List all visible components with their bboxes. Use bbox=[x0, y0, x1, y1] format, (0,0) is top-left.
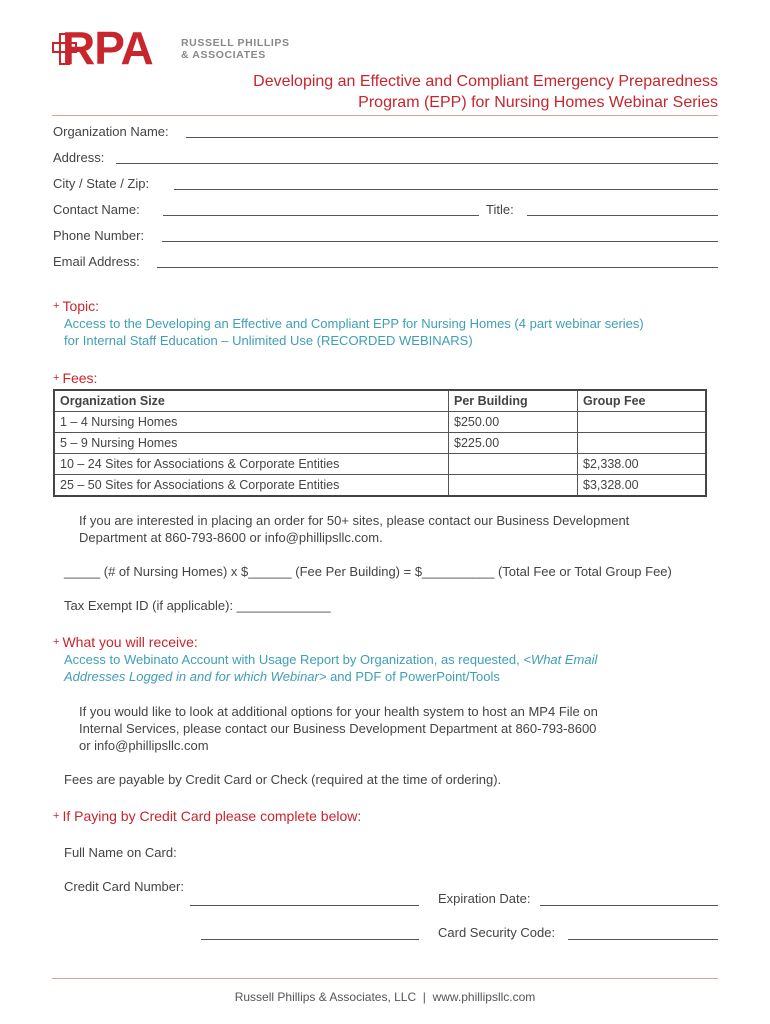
fee-calculation-field[interactable]: _____ (# of Nursing Homes) x $______ (Fee Per Building) = $__________ (Total Fee or Total Group Fee) bbox=[64, 564, 672, 579]
table-cell: $2,338.00 bbox=[578, 454, 707, 475]
fees-table-header bbox=[54, 390, 706, 412]
table-row bbox=[54, 433, 706, 454]
table-cell: $250.00 bbox=[449, 412, 578, 433]
receive-heading: + What you will receive: bbox=[53, 634, 198, 650]
contact-name-label: Contact Name: bbox=[53, 202, 140, 217]
security-code-field[interactable] bbox=[568, 939, 718, 940]
large-order-line2: Department at 860-793-8600 or info@phillipsllc.com. bbox=[79, 530, 383, 545]
payment-note: Fees are payable by Credit Card or Check (required at the time of ordering). bbox=[64, 772, 502, 787]
tax-exempt-id-field[interactable]: Tax Exempt ID (if applicable): _____________ bbox=[64, 598, 331, 613]
card-number-label: Credit Card Number: bbox=[64, 879, 184, 894]
table-row bbox=[54, 454, 706, 475]
table-cell bbox=[449, 475, 578, 497]
receive-line1a: Access to Webinato Account with Usage Report by Organization, as requested, bbox=[64, 652, 524, 667]
logo-text: RPA bbox=[62, 22, 153, 74]
plus-icon: + bbox=[53, 636, 60, 648]
contact-name-field[interactable] bbox=[163, 215, 479, 216]
card-number-field[interactable] bbox=[190, 905, 419, 906]
mp4-info bbox=[79, 703, 598, 754]
large-order-note bbox=[79, 512, 629, 546]
mp4-info-line1: If you would like to look at additional options for your health system to host an MP4 File on bbox=[79, 704, 598, 719]
full-name-label: Full Name on Card: bbox=[64, 845, 177, 860]
title-field[interactable] bbox=[527, 215, 718, 216]
firm-name-line1: RUSSELL PHILLIPS bbox=[181, 37, 290, 49]
page-title-line1: Developing an Effective and Compliant Emergency Preparedness bbox=[253, 73, 718, 90]
table-cell bbox=[449, 454, 578, 475]
mp4-info-line3: or info@phillipsllc.com bbox=[79, 738, 209, 753]
firm-name bbox=[181, 37, 290, 61]
table-cell: $225.00 bbox=[449, 433, 578, 454]
table-cell: 1 – 4 Nursing Homes bbox=[54, 412, 449, 433]
topic-heading: + Topic: bbox=[53, 298, 100, 314]
header-divider bbox=[52, 115, 718, 116]
table-row bbox=[54, 412, 706, 433]
address-label: Address: bbox=[53, 150, 105, 165]
plus-icon: + bbox=[53, 372, 60, 384]
plus-icon: + bbox=[53, 810, 60, 822]
expiration-date-field[interactable] bbox=[540, 905, 718, 906]
organization-name-label: Organization Name: bbox=[53, 124, 169, 139]
receive-line1b: <What Email bbox=[523, 652, 598, 667]
table-cell: $3,328.00 bbox=[578, 475, 707, 497]
topic-line2: for Internal Staff Education – Unlimited Use (RECORDED WEBINARS) bbox=[64, 333, 473, 348]
column-header: Per Building bbox=[449, 390, 578, 412]
city-state-zip-field[interactable] bbox=[174, 189, 718, 190]
fees-table bbox=[53, 389, 707, 497]
firm-name-line2: & ASSOCIATES bbox=[181, 49, 266, 61]
logo bbox=[52, 22, 167, 74]
expiration-date-label: Expiration Date: bbox=[438, 891, 531, 906]
organization-name-field[interactable] bbox=[186, 137, 718, 138]
column-header: Group Fee bbox=[578, 390, 707, 412]
table-row bbox=[54, 475, 706, 497]
receive-line2b: and PDF of PowerPoint/Tools bbox=[326, 669, 500, 684]
card-extra-field[interactable] bbox=[201, 939, 419, 940]
email-address-field[interactable] bbox=[157, 267, 718, 268]
footer-text: Russell Phillips & Associates, LLC | www.phillipsllc.com bbox=[234, 990, 536, 1004]
large-order-line1: If you are interested in placing an order for 50+ sites, please contact our Business Development bbox=[79, 513, 630, 528]
table-cell: 25 – 50 Sites for Associations & Corporate Entities bbox=[54, 475, 449, 497]
page-title bbox=[253, 71, 718, 113]
topic-line1: Access to the Developing an Effective and Compliant EPP for Nursing Homes (4 part webinar series) bbox=[64, 316, 644, 331]
topic-description bbox=[64, 315, 644, 349]
phone-number-field[interactable] bbox=[162, 241, 718, 242]
title-label: Title: bbox=[486, 202, 514, 217]
column-header: Organization Size bbox=[54, 390, 449, 412]
table-cell bbox=[578, 433, 707, 454]
receive-line2a: Addresses Logged in and for which Webinar> bbox=[64, 669, 327, 684]
page-title-line2: Program (EPP) for Nursing Homes Webinar Series bbox=[358, 94, 718, 111]
address-field[interactable] bbox=[116, 163, 718, 164]
mp4-info-line2: Internal Services, please contact our Business Development Department at 860-793-8600 bbox=[79, 721, 597, 736]
security-code-label: Card Security Code: bbox=[438, 925, 556, 940]
table-cell: 5 – 9 Nursing Homes bbox=[54, 433, 449, 454]
table-cell: 10 – 24 Sites for Associations & Corporate Entities bbox=[54, 454, 449, 475]
phone-number-label: Phone Number: bbox=[53, 228, 145, 243]
fees-heading: + Fees: bbox=[53, 370, 98, 386]
plus-icon: + bbox=[53, 300, 60, 312]
credit-card-heading: + If Paying by Credit Card please complete below: bbox=[53, 808, 362, 824]
footer-divider bbox=[52, 978, 718, 979]
city-state-zip-label: City / State / Zip: bbox=[53, 176, 150, 191]
table-cell bbox=[578, 412, 707, 433]
receive-description bbox=[64, 651, 597, 685]
email-address-label: Email Address: bbox=[53, 254, 140, 269]
